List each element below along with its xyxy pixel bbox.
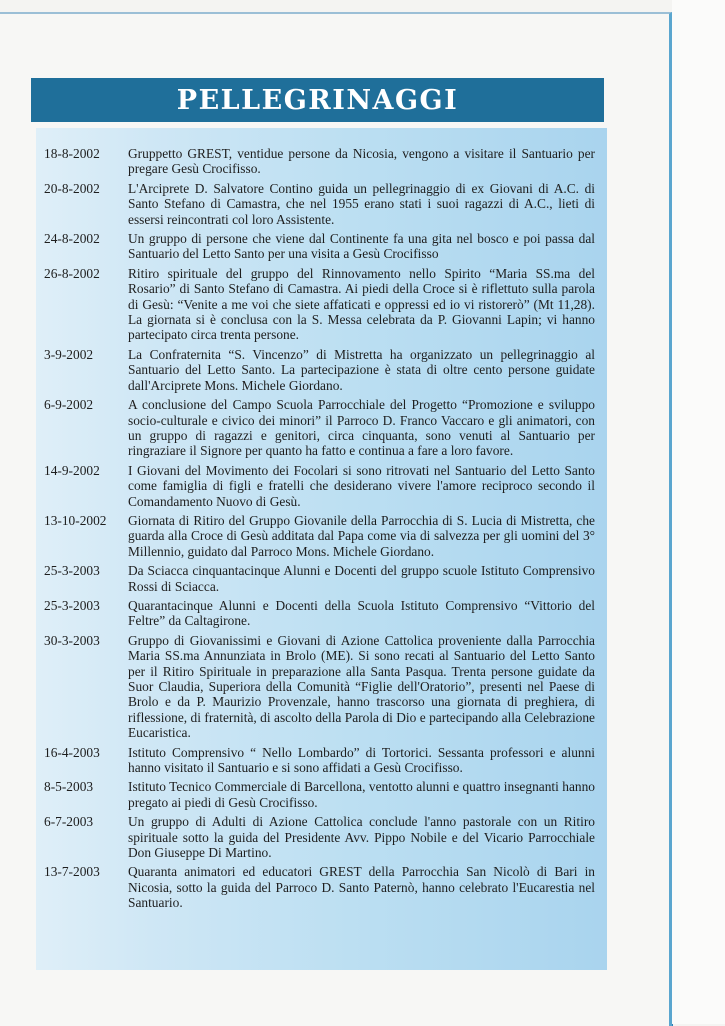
list-item xyxy=(44,231,595,262)
list-item xyxy=(44,266,595,343)
list-item xyxy=(44,347,595,393)
entry-date: 6-7-2003 xyxy=(44,814,94,830)
list-item xyxy=(44,513,595,559)
entry-text: Quaranta animatori ed educatori GREST della Parrocchia San Nicolò di Bari in Nicosia, sotto la guida del Parroco D. Santo Paternò, hanno celebrato l'Eucarestia nel Santuario. xyxy=(128,864,595,911)
entry-text: Un gruppo di persone che viene dal Continente fa una gita nel bosco e poi passa dal Santuario del Letto Santo per una visita a Gesù Crocifisso xyxy=(128,231,595,262)
entry-date: 25-3-2003 xyxy=(44,597,100,613)
entry-date: 8-5-2003 xyxy=(44,779,94,795)
list-item xyxy=(44,864,595,910)
entry-text: La Confraternita “S. Vincenzo” di Mistretta ha organizzato un pellegrinaggio al Santuario del Letto Santo. La partecipazione è stata di oltre cento persone guidate dall'Arciprete Mons. Michele Giordano. xyxy=(128,346,595,393)
entry-date: 25-3-2003 xyxy=(44,563,100,579)
list-item xyxy=(44,463,595,509)
entry-date: 24-8-2002 xyxy=(44,231,100,247)
entry-text: Gruppo di Giovanissimi e Giovani di Azione Cattolica proveniente dalla Parrocchia Maria SS.ma Annunziata in Brolo (ME). Si sono recati al Santuario del Letto Santo per il Ritiro Spirituale in preparazione alla Santa Pasqua. Trenta persone guidate da Suor Claudia, Superiora della Comunità “Figlie dell'Oratorio”, presenti nel Paese di Brolo e da P. Maurizio Provenzale, hanno trascorso una giornata di preghiera, di riflessione, di fraternità, di ascolto della Parola di Dio e partecipando alla Celebrazione Eucaristica. xyxy=(128,632,595,741)
list-item xyxy=(44,397,595,459)
list-item xyxy=(44,598,595,629)
entry-date: 14-9-2002 xyxy=(44,462,100,478)
entry-date: 3-9-2002 xyxy=(44,346,94,362)
entry-date: 13-7-2003 xyxy=(44,864,100,880)
entry-date: 13-10-2002 xyxy=(44,512,107,528)
list-item xyxy=(44,779,595,810)
list-item xyxy=(44,563,595,594)
entry-text: A conclusione del Campo Scuola Parrocchiale del Progetto “Promozione e sviluppo socio-culturale e civico dei minori” il Parroco D. Franco Vaccaro e gli animatori, con un gruppo di ragazzi e genitori, circa cinquanta, sono venuti al Santuario per ringraziare il Signore per quanto ha fatto e continua a fare a loro favore. xyxy=(128,397,595,459)
entry-date: 30-3-2003 xyxy=(44,632,100,648)
entry-date: 6-9-2002 xyxy=(44,397,94,413)
pilgrimage-list xyxy=(36,128,607,970)
list-item xyxy=(44,633,595,741)
page-margin xyxy=(672,0,725,1024)
list-item xyxy=(44,745,595,776)
list-item xyxy=(44,146,595,177)
entry-date: 16-4-2003 xyxy=(44,744,100,760)
entry-text: Un gruppo di Adulti di Azione Cattolica conclude l'anno pastorale con un Ritiro spirituale sotto la guida del Presidente Avv. Pippo Nobile e del Vicario Parrocchiale Don Giuseppe Di Martino. xyxy=(128,814,595,861)
entry-date: 18-8-2002 xyxy=(44,146,100,161)
entry-text: I Giovani del Movimento dei Focolari si sono ritrovati nel Santuario del Letto Santo come famiglia di figli e fratelli che desiderano vivere l'amore reciproco secondo il Comandamento Nuovo di Gesù. xyxy=(128,462,595,509)
page-title: PELLEGRINAGGI xyxy=(31,78,604,122)
entry-text: Quarantacinque Alunni e Docenti della Scuola Istituto Comprensivo “Vittorio del Feltre” da Caltagirone. xyxy=(128,597,595,629)
entry-text: Istituto Tecnico Commerciale di Barcellona, ventotto alunni e quattro insegnanti hanno pregato ai piedi di Gesù Crocifisso. xyxy=(128,779,595,810)
entry-text: Ritiro spirituale del gruppo del Rinnovamento nello Spirito “Maria SS.ma del Rosario” di Santo Stefano di Camastra. Ai piedi della Croce si è riflettuto sulla parola di Gesù: “Venite a me voi che siete affaticati e oppressi ed io vi ristorerò” (Mt 11,28). La giornata si è conclusa con la S. Messa celebrata da P. Giovanni Lapin; vi hanno partecipato circa trenta persone. xyxy=(128,265,595,343)
entry-text: L'Arciprete D. Salvatore Contino guida un pellegrinaggio di ex Giovani di A.C. di Santo Stefano di Camastra, che nel 1955 erano stati i suoi ragazzi di A.C., lieti di essersi reincontrati col loro Assistente. xyxy=(128,180,595,227)
entry-date: 26-8-2002 xyxy=(44,265,100,281)
list-item xyxy=(44,181,595,227)
list-item xyxy=(44,814,595,860)
entry-text: Giornata di Ritiro del Gruppo Giovanile della Parrocchia di S. Lucia di Mistretta, che guarda alla Croce di Gesù additata dal Papa come via di salvezza per gli uomini del 3° Millennio, guidato dal Parroco Mons. Michele Giordano. xyxy=(128,512,595,559)
entry-text: Istituto Comprensivo “ Nello Lombardo” di Tortorici. Sessanta professori e alunni hanno visitato il Santuario e si sono affidati a Gesù Crocifisso. xyxy=(128,744,595,776)
entry-text: Da Sciacca cinquantacinque Alunni e Docenti del gruppo scuole Istituto Comprensivo Rossi di Sciacca. xyxy=(128,563,595,594)
entry-date: 20-8-2002 xyxy=(44,180,100,196)
entry-text: Gruppetto GREST, ventidue persone da Nicosia, vengono a visitare il Santuario per pregare Gesù Crocifisso. xyxy=(128,146,595,177)
